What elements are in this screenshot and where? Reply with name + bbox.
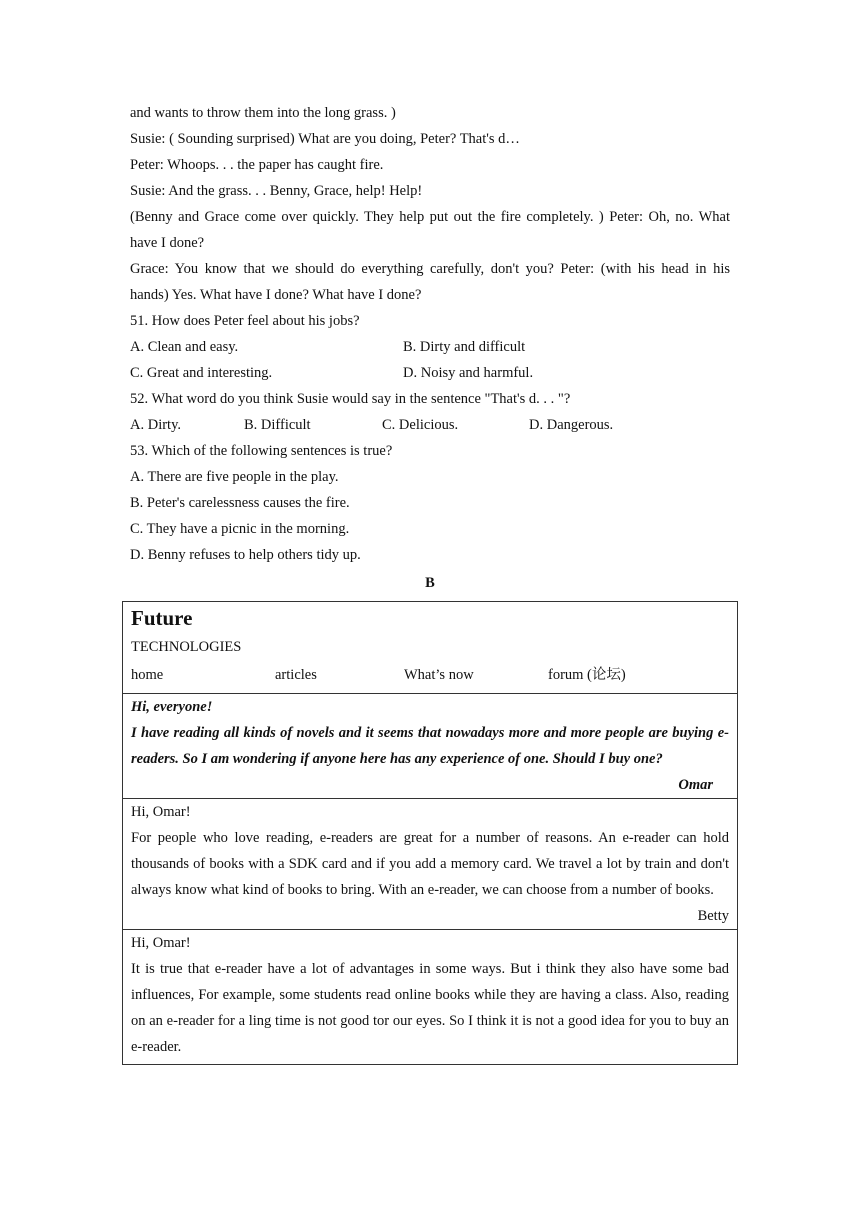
question-53: 53. Which of the following sentences is true? [130, 443, 393, 459]
q51-option-a: A. Clean and easy. [130, 339, 239, 355]
q52-option-d: D. Dangerous. [529, 417, 614, 433]
site-subtitle: TECHNOLOGIES [131, 639, 242, 655]
passage-line: Susie: And the grass. . . Benny, Grace, help! Help! [130, 183, 423, 199]
passage-line: and wants to throw them into the long grass. ) [130, 105, 396, 121]
q53-option-b: B. Peter's carelessness causes the fire. [130, 495, 350, 511]
post-greeting: Hi, Omar! [131, 935, 191, 951]
post-greeting: Hi, Omar! [131, 804, 191, 820]
passage-line: Peter: Whoops. . . the paper has caught fire. [130, 157, 384, 173]
post-body: For people who love reading, e-readers are great for a number of reasons. An e-reader can hold thousands of books with a SDK card and if you add a memory card. We travel a lot by train and don't always know what kind of books to bring. With an e-reader, we can choose from a number of books. [131, 830, 729, 898]
nav-articles[interactable]: articles [275, 667, 317, 683]
passage-line: (Benny and Grace come over quickly. They help put out the fire completely. ) Peter: Oh, no. What [130, 209, 730, 225]
nav-home[interactable]: home [131, 667, 164, 683]
nav-forum[interactable]: forum (论坛) [548, 667, 626, 683]
question-51: 51. How does Peter feel about his jobs? [130, 313, 360, 329]
passage-line: Grace: You know that we should do everything carefully, don't you? Peter: (with his head in his [130, 261, 730, 277]
question-52: 52. What word do you think Susie would say in the sentence "That's d. . . "? [130, 391, 571, 407]
site-title: Future [131, 606, 193, 630]
q53-option-c: C. They have a picnic in the morning. [130, 521, 350, 537]
section-label: B [425, 575, 435, 591]
q51-option-b: B. Dirty and difficult [403, 339, 526, 355]
q51-option-d: D. Noisy and harmful. [403, 365, 534, 381]
q53-option-a: A. There are five people in the play. [130, 469, 339, 485]
site-nav [131, 661, 729, 689]
post-reply-3 [123, 930, 738, 1065]
nav-whats-now[interactable]: What’s now [404, 667, 474, 683]
post-body: It is true that e-reader have a lot of advantages in some ways. But i think they also have some bad influences, For example, some students read online books while they are having a class. Also, reading on an e-reader for a ling time is not good tor our eyes. So I think it is not a good idea for you to buy an e-reader. [131, 961, 729, 1055]
forum-table [122, 601, 738, 1065]
forum-post [123, 930, 738, 1065]
q52-option-c: C. Delicious. [382, 417, 459, 433]
forum-header [123, 602, 738, 694]
forum-post [123, 694, 738, 799]
passage-line: have I done? [130, 235, 205, 251]
post-betty [123, 799, 738, 930]
post-author: Omar [678, 777, 713, 793]
post-omar [123, 694, 738, 799]
passage-line: hands) Yes. What have I done? What have I done? [130, 287, 422, 303]
forum-header-row [123, 602, 738, 694]
q53-option-d: D. Benny refuses to help others tidy up. [130, 547, 361, 563]
post-author: Betty [697, 908, 729, 924]
q52-option-b: B. Difficult [244, 417, 311, 433]
q52-option-a: A. Dirty. [130, 417, 182, 433]
q51-option-c: C. Great and interesting. [130, 365, 273, 381]
post-greeting: Hi, everyone! [131, 699, 213, 715]
post-body: I have reading all kinds of novels and it seems that nowadays more and more people are buying e-readers. So I am wondering if anyone here has any experience of one. Should I buy one? [131, 725, 729, 767]
passage-line: Susie: ( Sounding surprised) What are you doing, Peter? That's d… [130, 131, 520, 147]
forum-post [123, 799, 738, 930]
